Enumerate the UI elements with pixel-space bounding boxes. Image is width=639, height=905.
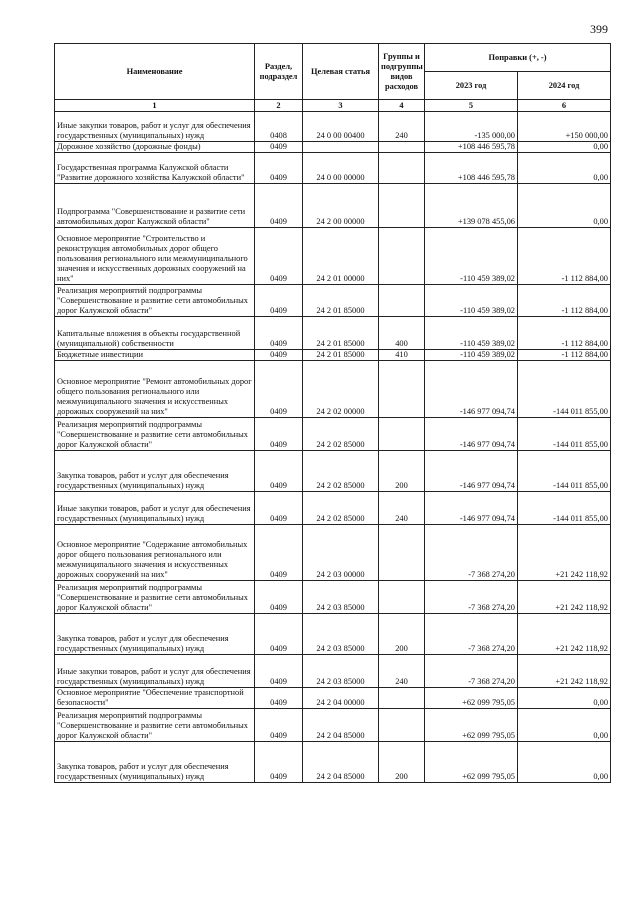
row-amendment-2024: -1 112 884,00: [518, 285, 611, 317]
row-group: [379, 525, 425, 581]
table-row: [55, 614, 611, 655]
row-name: Основное мероприятие "Ремонт автомобильных дорог общего пользования регионального или межмуниципального значения и искусственных дорожных сооружений на них": [55, 361, 255, 418]
row-amendment-2024: -144 011 855,00: [518, 361, 611, 418]
header-year-2024: 2024 год: [518, 72, 611, 100]
row-section: 0409: [255, 142, 303, 153]
row-name: Иные закупки товаров, работ и услуг для обеспечения государственных (муниципальных) нужд: [55, 655, 255, 688]
table-row: [55, 581, 611, 614]
header-year-2023: 2023 год: [425, 72, 518, 100]
row-amendment-2023: +62 099 795,05: [425, 688, 518, 709]
header-article: Целевая статья: [303, 44, 379, 100]
header-section: Раздел, подраздел: [255, 44, 303, 100]
table-row: [55, 285, 611, 317]
row-amendment-2024: -144 011 855,00: [518, 451, 611, 492]
row-name: Дорожное хозяйство (дорожные фонды): [55, 142, 255, 153]
row-group: [379, 709, 425, 742]
row-group: 200: [379, 742, 425, 783]
row-amendment-2023: -110 459 389,02: [425, 350, 518, 361]
row-name: Подпрограмма "Совершенствование и развитие сети автомобильных дорог Калужской области": [55, 184, 255, 228]
row-name: Государственная программа Калужской области "Развитие дорожного хозяйства Калужской области": [55, 153, 255, 184]
row-name: Бюджетные инвестиции: [55, 350, 255, 361]
row-article: 24 2 02 85000: [303, 418, 379, 451]
row-amendment-2024: -144 011 855,00: [518, 418, 611, 451]
row-amendment-2023: -110 459 389,02: [425, 285, 518, 317]
table-row: [55, 317, 611, 350]
row-amendment-2024: 0,00: [518, 709, 611, 742]
row-group: [379, 184, 425, 228]
row-article: 24 2 00 00000: [303, 184, 379, 228]
row-amendment-2024: +21 242 118,92: [518, 614, 611, 655]
row-name: Реализация мероприятий подпрограммы "Совершенствование и развитие сети автомобильных дорог Калужской области": [55, 418, 255, 451]
row-article: 24 2 01 85000: [303, 317, 379, 350]
row-section: 0409: [255, 688, 303, 709]
header-amendments: Поправки (+, -): [425, 44, 611, 72]
row-amendment-2023: -110 459 389,02: [425, 228, 518, 285]
row-section: 0409: [255, 153, 303, 184]
table-row: [55, 742, 611, 783]
row-article: 24 2 02 85000: [303, 451, 379, 492]
table-row: [55, 525, 611, 581]
row-name: Закупка товаров, работ и услуг для обеспечения государственных (муниципальных) нужд: [55, 742, 255, 783]
row-article: 24 0 00 00400: [303, 112, 379, 142]
table-body: [55, 100, 611, 783]
row-name: Реализация мероприятий подпрограммы "Совершенствование и развитие сети автомобильных дорог Калужской области": [55, 709, 255, 742]
row-article: 24 2 01 85000: [303, 285, 379, 317]
budget-amendments-table: [54, 43, 611, 783]
row-section: 0409: [255, 285, 303, 317]
header-groups: Группы и подгруппы видов расходов: [379, 44, 425, 100]
row-article: 24 2 03 85000: [303, 614, 379, 655]
row-amendment-2023: -7 368 274,20: [425, 581, 518, 614]
row-amendment-2023: +108 446 595,78: [425, 153, 518, 184]
table-row: [55, 361, 611, 418]
row-article: 24 2 03 00000: [303, 525, 379, 581]
table-row: [55, 153, 611, 184]
row-group: 410: [379, 350, 425, 361]
row-name: Иные закупки товаров, работ и услуг для обеспечения государственных (муниципальных) нужд: [55, 112, 255, 142]
row-name: Реализация мероприятий подпрограммы "Совершенствование и развитие сети автомобильных дорог Калужской области": [55, 581, 255, 614]
table-row: [55, 418, 611, 451]
row-amendment-2023: -146 977 094,74: [425, 418, 518, 451]
row-section: 0409: [255, 655, 303, 688]
row-section: 0409: [255, 742, 303, 783]
table-row: [55, 142, 611, 153]
row-article: 24 2 01 85000: [303, 350, 379, 361]
row-amendment-2023: -7 368 274,20: [425, 525, 518, 581]
row-section: 0409: [255, 709, 303, 742]
row-section: 0409: [255, 614, 303, 655]
row-amendment-2024: 0,00: [518, 688, 611, 709]
row-article: 24 0 00 00000: [303, 153, 379, 184]
row-section: 0409: [255, 451, 303, 492]
row-name: Капитальные вложения в объекты государственной (муниципальной) собственности: [55, 317, 255, 350]
row-group: 240: [379, 112, 425, 142]
row-article: 24 2 03 85000: [303, 655, 379, 688]
row-group: [379, 285, 425, 317]
table-row: [55, 492, 611, 525]
row-section: 0409: [255, 418, 303, 451]
table-row: [55, 228, 611, 285]
row-amendment-2023: +139 078 455,06: [425, 184, 518, 228]
row-group: 200: [379, 451, 425, 492]
row-section: 0409: [255, 581, 303, 614]
column-index: 6: [518, 100, 611, 112]
row-article: 24 2 04 85000: [303, 742, 379, 783]
row-article: 24 2 01 00000: [303, 228, 379, 285]
row-amendment-2024: -1 112 884,00: [518, 350, 611, 361]
row-group: 400: [379, 317, 425, 350]
row-amendment-2024: -1 112 884,00: [518, 317, 611, 350]
row-amendment-2023: -146 977 094,74: [425, 361, 518, 418]
row-amendment-2023: +108 446 595,78: [425, 142, 518, 153]
row-amendment-2024: 0,00: [518, 142, 611, 153]
row-amendment-2023: +62 099 795,05: [425, 709, 518, 742]
row-group: [379, 153, 425, 184]
column-index: 2: [255, 100, 303, 112]
row-name: Закупка товаров, работ и услуг для обеспечения государственных (муниципальных) нужд: [55, 451, 255, 492]
row-group: [379, 228, 425, 285]
row-section: 0408: [255, 112, 303, 142]
row-section: 0409: [255, 492, 303, 525]
column-index: 1: [55, 100, 255, 112]
row-amendment-2023: -7 368 274,20: [425, 614, 518, 655]
row-group: [379, 688, 425, 709]
table-row: [55, 655, 611, 688]
row-amendment-2023: -146 977 094,74: [425, 451, 518, 492]
column-index: 4: [379, 100, 425, 112]
row-name: Основное мероприятие "Строительство и реконструкция автомобильных дорог общего пользования регионального или межмуниципального значения и искусственных дорожных сооружений на них": [55, 228, 255, 285]
row-amendment-2023: +62 099 795,05: [425, 742, 518, 783]
column-index: 5: [425, 100, 518, 112]
row-section: 0409: [255, 317, 303, 350]
row-article: 24 2 04 85000: [303, 709, 379, 742]
table-row: [55, 688, 611, 709]
row-amendment-2024: 0,00: [518, 184, 611, 228]
row-amendment-2024: +21 242 118,92: [518, 581, 611, 614]
row-group: 200: [379, 614, 425, 655]
row-amendment-2024: -144 011 855,00: [518, 492, 611, 525]
header-name: Наименование: [55, 44, 255, 100]
row-article: 24 2 04 00000: [303, 688, 379, 709]
row-amendment-2023: -135 000,00: [425, 112, 518, 142]
table-row: [55, 350, 611, 361]
column-index-row: [55, 100, 611, 112]
table-row: [55, 112, 611, 142]
row-name: Реализация мероприятий подпрограммы "Совершенствование и развитие сети автомобильных дорог Калужской области": [55, 285, 255, 317]
row-section: 0409: [255, 350, 303, 361]
row-section: 0409: [255, 361, 303, 418]
row-amendment-2024: +150 000,00: [518, 112, 611, 142]
row-amendment-2023: -7 368 274,20: [425, 655, 518, 688]
row-section: 0409: [255, 184, 303, 228]
row-article: 24 2 02 85000: [303, 492, 379, 525]
row-article: [303, 142, 379, 153]
page-number: 399: [590, 22, 608, 36]
row-group: [379, 142, 425, 153]
row-name: Иные закупки товаров, работ и услуг для обеспечения государственных (муниципальных) нужд: [55, 492, 255, 525]
table-row: [55, 184, 611, 228]
row-amendment-2024: 0,00: [518, 742, 611, 783]
column-index: 3: [303, 100, 379, 112]
row-section: 0409: [255, 228, 303, 285]
row-amendment-2024: +21 242 118,92: [518, 525, 611, 581]
row-article: 24 2 02 00000: [303, 361, 379, 418]
row-name: Основное мероприятие "Обеспечение транспортной безопасности": [55, 688, 255, 709]
row-article: 24 2 03 85000: [303, 581, 379, 614]
row-name: Основное мероприятие "Содержание автомобильных дорог общего пользования регионального или межмуниципального значения и искусственных дорожных сооружений на них": [55, 525, 255, 581]
row-amendment-2024: +21 242 118,92: [518, 655, 611, 688]
row-amendment-2024: -1 112 884,00: [518, 228, 611, 285]
row-section: 0409: [255, 525, 303, 581]
row-group: [379, 361, 425, 418]
row-group: [379, 581, 425, 614]
row-group: 240: [379, 655, 425, 688]
table-row: [55, 451, 611, 492]
row-amendment-2024: 0,00: [518, 153, 611, 184]
table-row: [55, 709, 611, 742]
row-name: Закупка товаров, работ и услуг для обеспечения государственных (муниципальных) нужд: [55, 614, 255, 655]
row-group: [379, 418, 425, 451]
row-group: 240: [379, 492, 425, 525]
row-amendment-2023: -146 977 094,74: [425, 492, 518, 525]
row-amendment-2023: -110 459 389,02: [425, 317, 518, 350]
